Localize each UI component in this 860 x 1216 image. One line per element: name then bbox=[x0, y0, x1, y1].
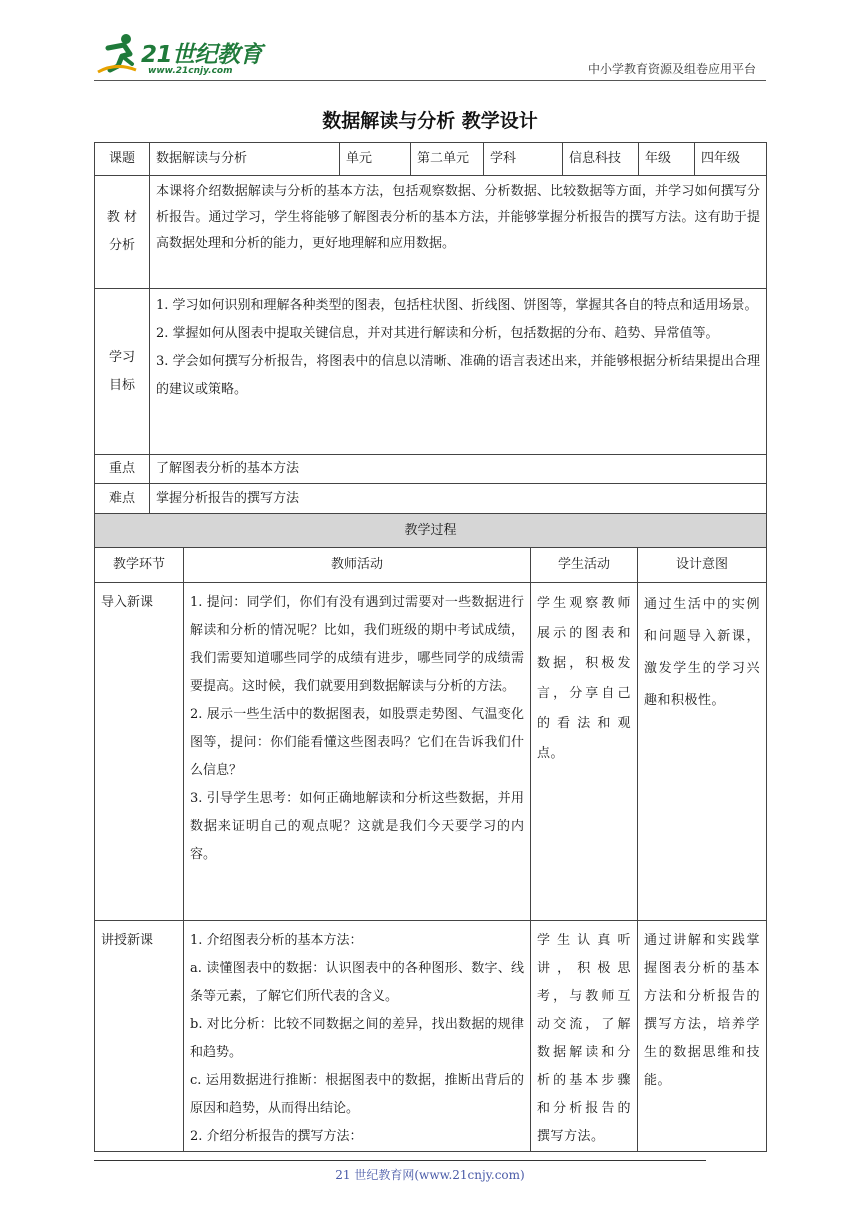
stage-cell: 导入新课 bbox=[95, 583, 184, 921]
teacher-step: c. 运用数据进行推断：根据图表中的数据，推断出背后的原因和趋势，从而得出结论。 bbox=[190, 1073, 524, 1116]
design-intent: 通过生活中的实例和问题导入新课，激发学生的学习兴趣和积极性。 bbox=[638, 583, 767, 921]
subject-value: 信息科技 bbox=[563, 143, 639, 176]
teacher-step: a. 读懂图表中的数据：认识图表中的各种图形、数字、线条等元素，了解它们所代表的含义。 bbox=[190, 961, 524, 1004]
teacher-activity bbox=[184, 583, 531, 921]
grade-label: 年级 bbox=[639, 143, 695, 176]
teacher-step: 1. 提问：同学们，你们有没有遇到过需要对一些数据进行解读和分析的情况呢？比如，我们班级的期中考试成绩，我们需要知道哪些同学的成绩有进步，哪些同学的成绩需要提高。这时候，我们就要用到数据解读与分析的方法。 bbox=[190, 595, 524, 694]
header-divider bbox=[94, 80, 766, 81]
student-activity: 学生观察教师展示的图表和数据，积极发言，分享自己的看法和观点。 bbox=[531, 583, 638, 921]
topic-label: 课题 bbox=[95, 143, 150, 176]
header-student: 学生活动 bbox=[531, 548, 638, 583]
header-stage: 教学环节 bbox=[95, 548, 184, 583]
objectives-list bbox=[150, 289, 767, 455]
process-title: 教学过程 bbox=[95, 514, 767, 548]
objective-item: 3. 学会如何撰写分析报告，将图表中的信息以清晰、准确的语言表述出来，并能够根据分析结果提出合理的建议或策略。 bbox=[156, 354, 760, 397]
header-intent: 设计意图 bbox=[638, 548, 767, 583]
teacher-activity bbox=[184, 921, 531, 1152]
footer-link[interactable]: 21 世纪教育网(www.21cnjy.com) bbox=[335, 1168, 525, 1182]
document-title: 数据解读与分析 教学设计 bbox=[322, 110, 538, 132]
teacher-step: b. 对比分析：比较不同数据之间的差异，找出数据的规律和趋势。 bbox=[190, 1017, 524, 1060]
logo-text: 21世纪教育 bbox=[141, 42, 263, 68]
unit-value: 第二单元 bbox=[411, 143, 484, 176]
logo-url: www.21cnjy.com bbox=[148, 66, 233, 76]
teacher-step: 3. 引导学生思考：如何正确地解读和分析这些数据，并用数据来证明自己的观点呢？这就是我们今天要学习的内容。 bbox=[190, 791, 524, 862]
analysis-label: 教 材 分析 bbox=[95, 176, 150, 289]
subject-label: 学科 bbox=[484, 143, 563, 176]
unit-label: 单元 bbox=[340, 143, 411, 176]
topic-value: 数据解读与分析 bbox=[150, 143, 340, 176]
difficulty-text: 掌握分析报告的撰写方法 bbox=[150, 484, 767, 514]
teaching-process-table bbox=[94, 513, 767, 1152]
teacher-step: 1. 介绍图表分析的基本方法： bbox=[190, 933, 363, 948]
grade-value: 四年级 bbox=[695, 143, 767, 176]
stage-cell: 讲授新课 bbox=[95, 921, 184, 1152]
course-info-table bbox=[94, 142, 767, 514]
analysis-text: 本课将介绍数据解读与分析的基本方法，包括观察数据、分析数据、比较数据等方面，并学习如何撰写分析报告。通过学习，学生将能够了解图表分析的基本方法，并能够掌握分析报告的撰写方法。这有助于提高数据处理和分析的能力，更好地理解和应用数据。 bbox=[150, 176, 767, 289]
footer-divider bbox=[94, 1160, 706, 1161]
objective-item: 2. 掌握如何从图表中提取关键信息，并对其进行解读和分析，包括数据的分布、趋势、异常值等。 bbox=[156, 326, 719, 341]
teacher-step: 2. 介绍分析报告的撰写方法： bbox=[190, 1129, 363, 1144]
key-point-label: 重点 bbox=[95, 455, 150, 484]
teacher-step: 2. 展示一些生活中的数据图表，如股票走势图、气温变化图等，提问：你们能看懂这些图表吗？它们在告诉我们什么信息？ bbox=[190, 707, 524, 778]
key-point-text: 了解图表分析的基本方法 bbox=[150, 455, 767, 484]
page-header bbox=[0, 0, 860, 90]
platform-name: 中小学教育资源及组卷应用平台 bbox=[587, 62, 756, 76]
student-activity: 学生认真听讲，积极思考，与教师互动交流，了解数据解读和分析的基本步骤和分析报告的撰写方法。 bbox=[531, 921, 638, 1152]
header-teacher: 教师活动 bbox=[184, 548, 531, 583]
objectives-label: 学习 目标 bbox=[95, 289, 150, 455]
design-intent: 通过讲解和实践掌握图表分析的基本方法和分析报告的撰写方法，培养学生的数据思维和技能。 bbox=[638, 921, 767, 1152]
objective-item: 1. 学习如何识别和理解各种类型的图表，包括柱状图、折线图、饼图等，掌握其各自的特点和适用场景。 bbox=[156, 298, 758, 313]
site-logo[interactable] bbox=[96, 32, 266, 82]
runner-icon bbox=[96, 32, 140, 76]
difficulty-label: 难点 bbox=[95, 484, 150, 514]
